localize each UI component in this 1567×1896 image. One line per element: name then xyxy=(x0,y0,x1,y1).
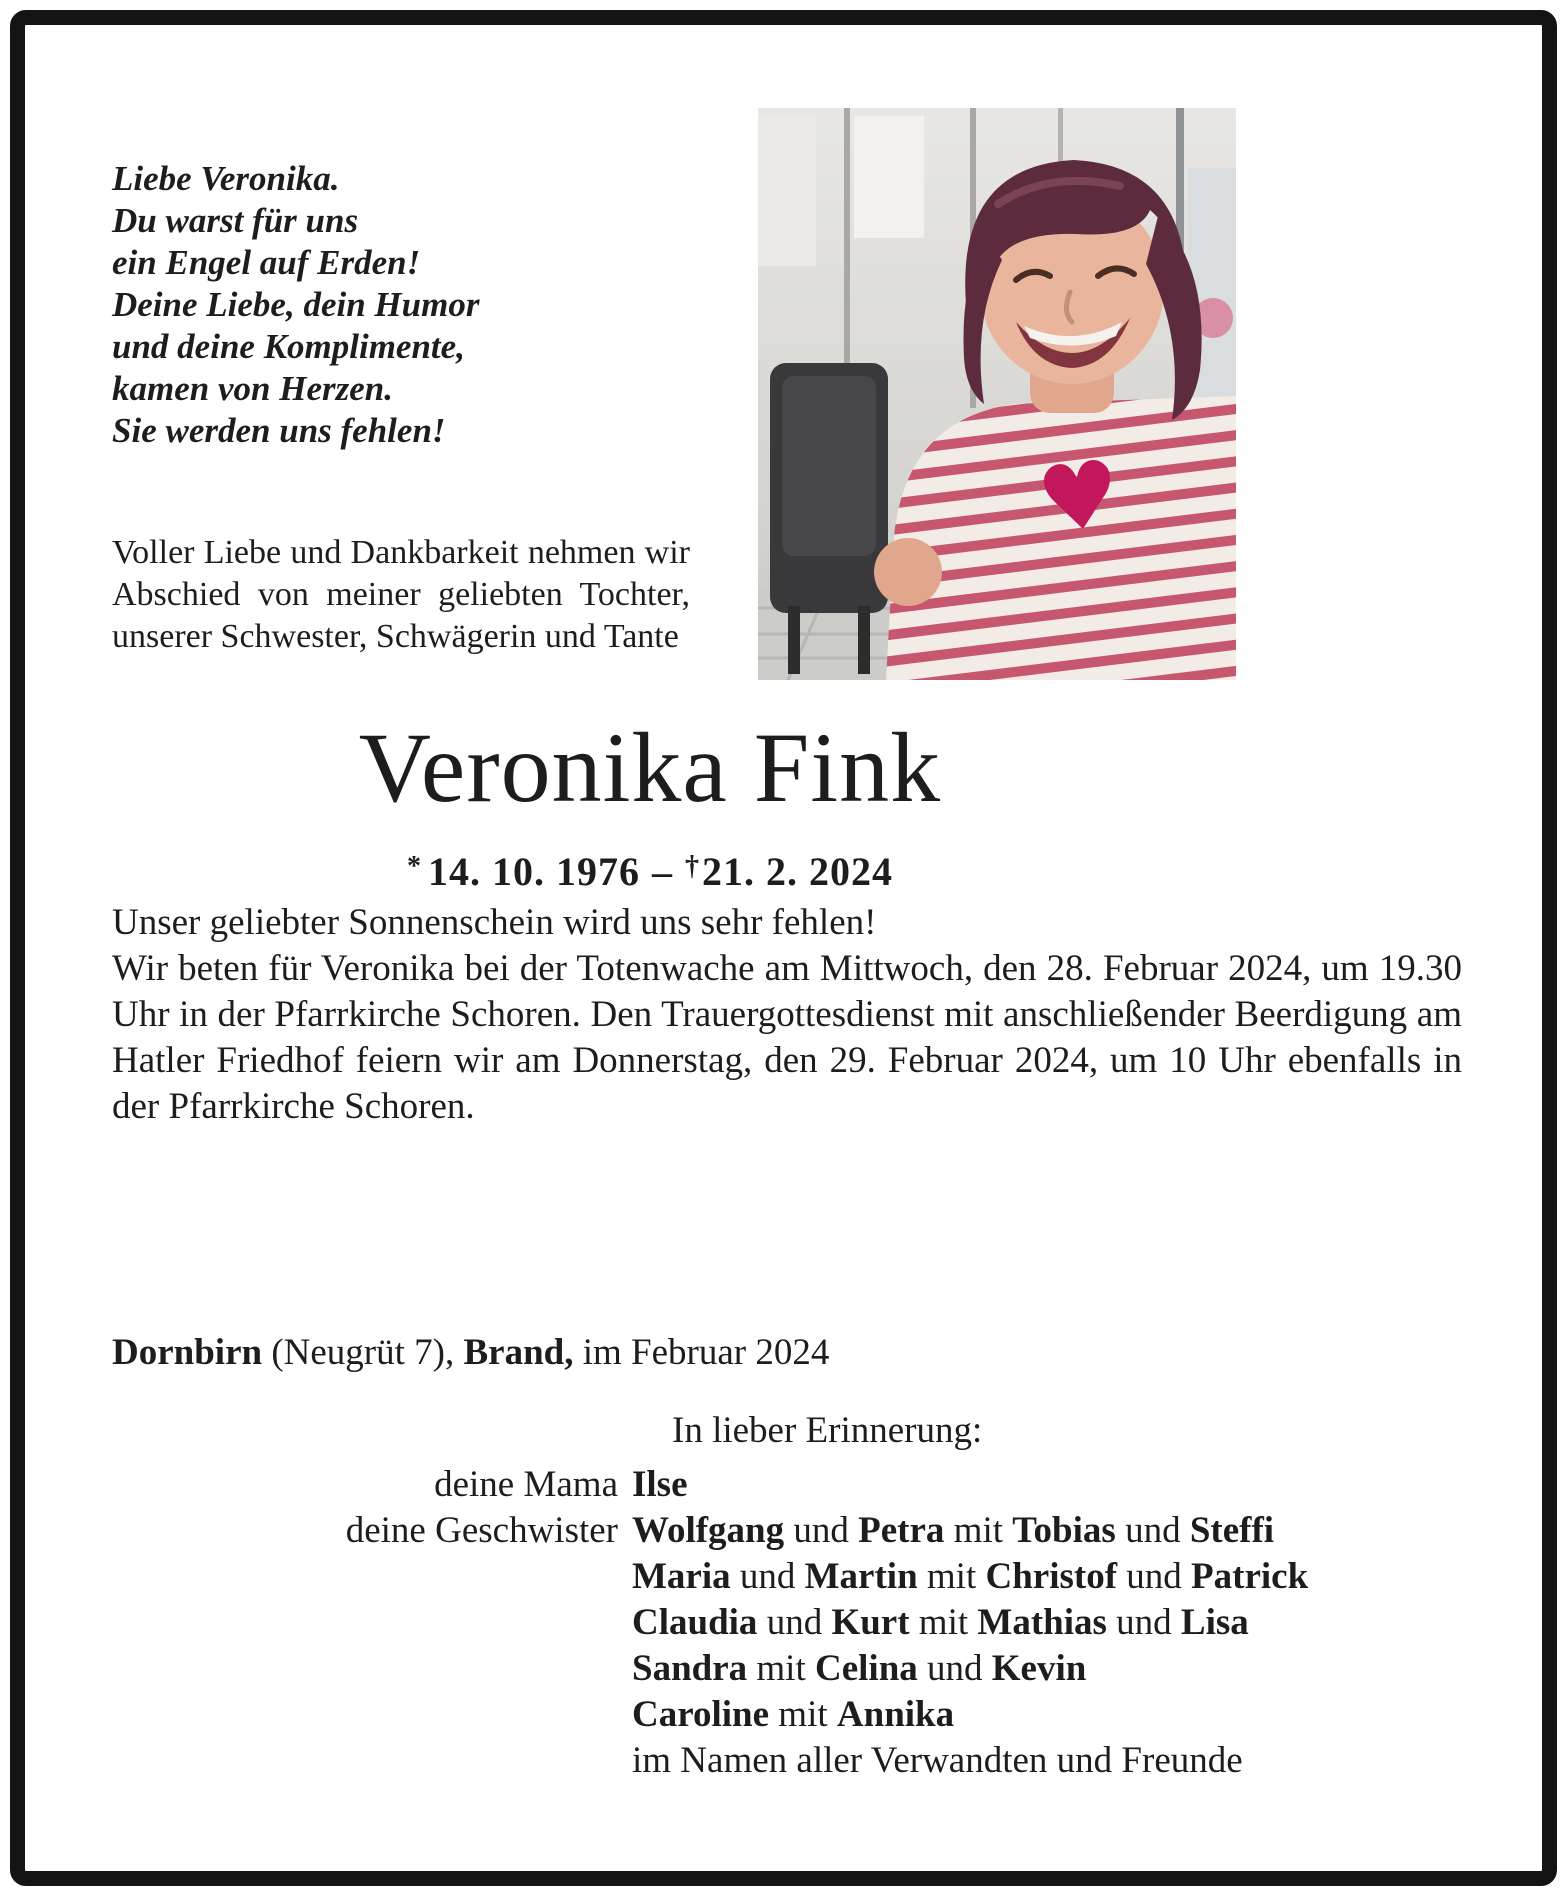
life-dates xyxy=(110,848,1190,895)
memorial-names xyxy=(632,1738,1465,1784)
memorial-row xyxy=(110,1600,1465,1646)
memorial-row xyxy=(110,1508,1465,1554)
memorial-row xyxy=(110,1738,1465,1784)
plain-text: mit xyxy=(944,1510,1013,1551)
heart-icon: ♥ xyxy=(1031,439,1127,556)
memorial-label xyxy=(110,1646,632,1692)
name-text: Dornbirn xyxy=(112,1332,263,1373)
birth-date: 14. 10. 1976 xyxy=(428,849,640,894)
plain-text: im Februar 2024 xyxy=(573,1332,830,1373)
name-text: Mathias xyxy=(977,1602,1107,1643)
name-text: Maria xyxy=(632,1556,731,1597)
remembrance-heading: In lieber Erinnerung: xyxy=(672,1410,983,1451)
death-date: 21. 2. 2024 xyxy=(702,849,893,894)
plain-text: mit xyxy=(909,1602,978,1643)
name-text: Christof xyxy=(985,1556,1118,1597)
announcement-body: Wir beten für Veronika bei der Totenwache am Mittwoch, den 28. Februar 2024, um 19.30 Uhr in der Pfarrkirche Schoren. Den Trauergottesdienst mit anschließender Beerdigung am Hatler Friedhof feiern wir am Donnerstag, den 29. Februar 2024, um 10 Uhr ebenfalls in der Pfarrkirche Schoren. xyxy=(112,948,1462,1127)
name-text: Steffi xyxy=(1189,1510,1275,1551)
memorial-label xyxy=(110,1554,632,1600)
name-text: Petra xyxy=(858,1510,945,1551)
plain-text: und xyxy=(1117,1556,1192,1597)
plain-text: im Namen aller Verwandten und Freunde xyxy=(632,1740,1243,1781)
memorial-names xyxy=(632,1646,1465,1692)
plain-text: mit xyxy=(747,1648,815,1689)
funeral-announcement xyxy=(112,900,1462,1130)
memorial-label: deine Mama xyxy=(434,1464,618,1505)
location-line xyxy=(112,1330,1462,1376)
quote-line: ein Engel auf Erden! xyxy=(112,243,421,282)
memorial-names xyxy=(632,1462,1465,1508)
memorial-names xyxy=(632,1692,1465,1738)
quote-line: Deine Liebe, dein Humor xyxy=(112,285,480,324)
memorial-list xyxy=(110,1462,1465,1784)
plain-text: mit xyxy=(917,1556,986,1597)
memorial-label xyxy=(110,1738,632,1784)
portrait-photo xyxy=(758,108,1236,680)
name-text: Martin xyxy=(804,1556,918,1597)
plain-text: und xyxy=(757,1602,832,1643)
quote-line: Sie werden uns fehlen! xyxy=(112,411,446,450)
name-text: Caroline xyxy=(632,1694,770,1735)
quote-line: Liebe Veronika. xyxy=(112,159,340,198)
name-text: Lisa xyxy=(1180,1602,1249,1643)
name-text: Celina xyxy=(815,1648,918,1689)
memorial-row xyxy=(110,1692,1465,1738)
plain-text: und xyxy=(1115,1510,1190,1551)
name-text: Kurt xyxy=(831,1602,910,1643)
plain-text: und xyxy=(730,1556,805,1597)
memorial-row xyxy=(110,1462,1465,1508)
memorial-label: deine Geschwister xyxy=(345,1510,618,1551)
plain-text: mit xyxy=(769,1694,837,1735)
name-text: Sandra xyxy=(632,1648,748,1689)
quote-line: kamen von Herzen. xyxy=(112,369,393,408)
plain-text: und xyxy=(917,1648,992,1689)
memorial-row xyxy=(110,1554,1465,1600)
deceased-name: Veronika Fink xyxy=(358,712,942,823)
death-symbol: † xyxy=(685,851,700,882)
dates-separator: – xyxy=(652,849,673,894)
memorial-label xyxy=(110,1600,632,1646)
name-text: Patrick xyxy=(1191,1556,1309,1597)
quote-line: und deine Komplimente, xyxy=(112,327,465,366)
name-text: Claudia xyxy=(632,1602,758,1643)
name-text: Tobias xyxy=(1012,1510,1116,1551)
condolence-quote xyxy=(112,158,672,452)
announcement-lead: Unser geliebter Sonnenschein wird uns sehr fehlen! xyxy=(112,902,877,943)
plain-text: und xyxy=(784,1510,859,1551)
memorial-names xyxy=(632,1508,1465,1554)
name-text: Wolfgang xyxy=(632,1510,785,1551)
birth-symbol: * xyxy=(407,851,422,882)
memorial-row xyxy=(110,1646,1465,1692)
plain-text: und xyxy=(1106,1602,1181,1643)
name-text: Annika xyxy=(836,1694,955,1735)
farewell-paragraph: Voller Liebe und Dankbarkeit nehmen wir Abschied von meiner geliebten Tochter, unserer Schwester, Schwägerin und Tante xyxy=(112,534,690,655)
memorial-names xyxy=(632,1554,1465,1600)
name-text: Kevin xyxy=(991,1648,1087,1689)
plain-text: (Neugrüt 7), xyxy=(262,1332,464,1373)
memorial-names xyxy=(632,1600,1465,1646)
name-text: Ilse xyxy=(632,1464,688,1505)
quote-line: Du warst für uns xyxy=(112,201,359,240)
memorial-label xyxy=(110,1692,632,1738)
name-text: Brand, xyxy=(463,1332,574,1373)
